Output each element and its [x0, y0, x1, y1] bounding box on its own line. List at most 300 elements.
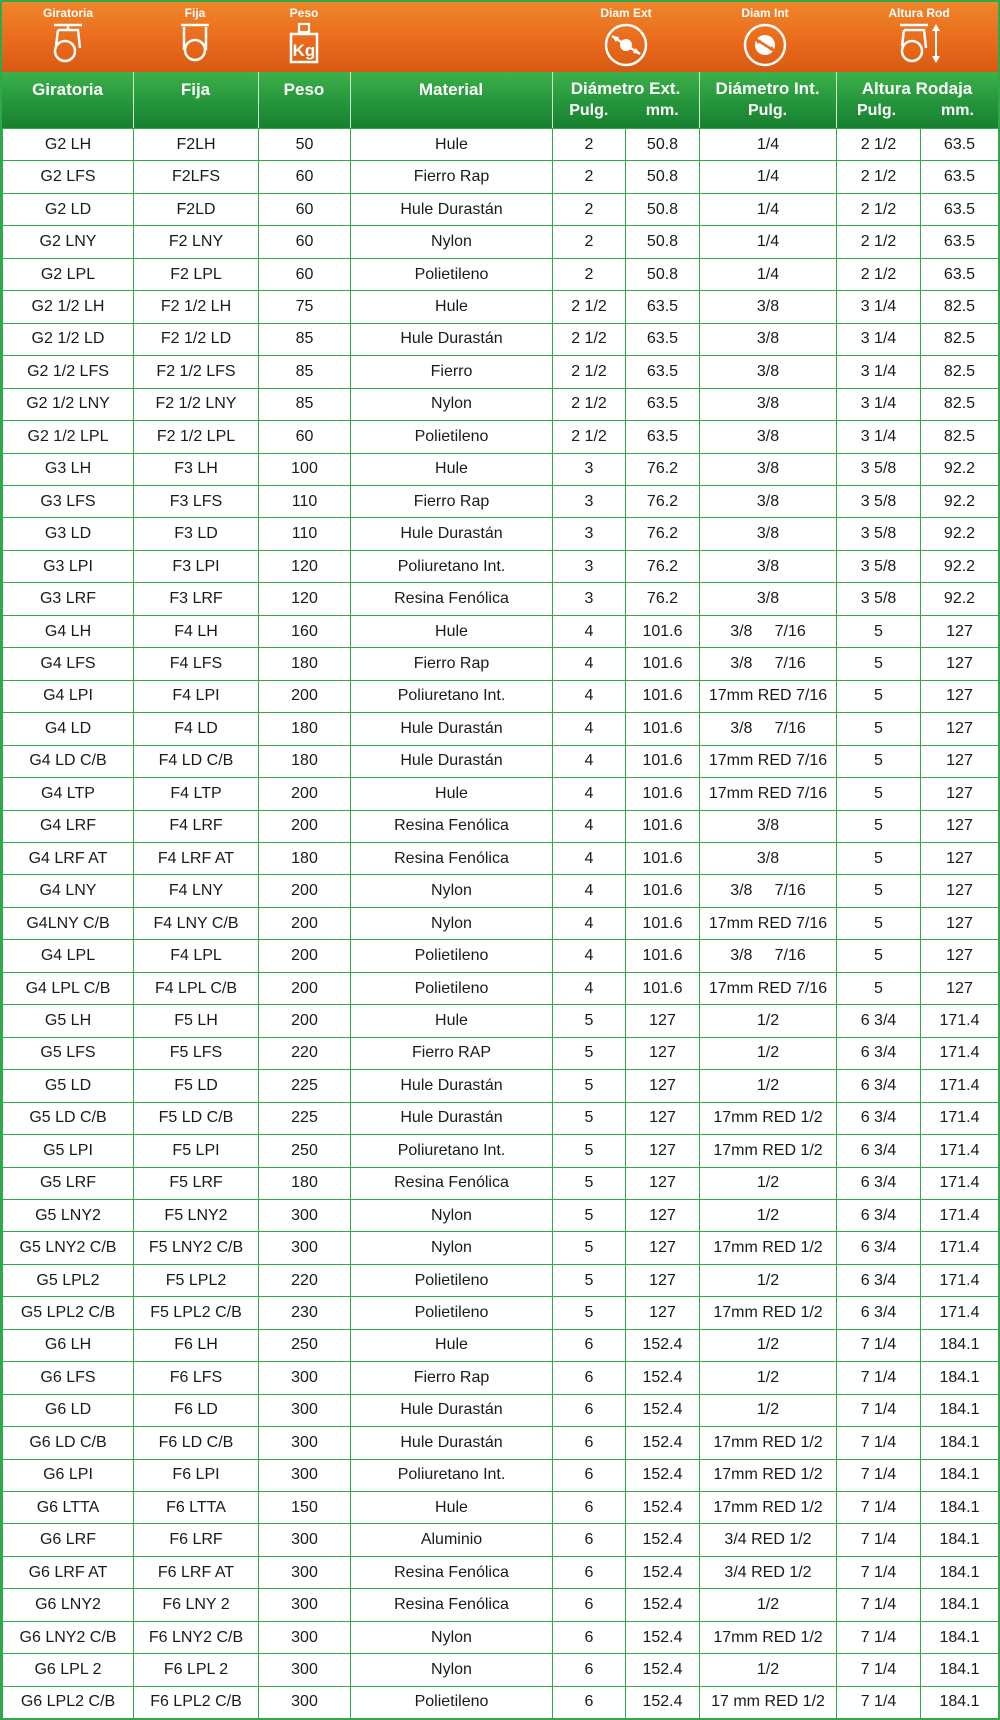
cell-fija: F5 LPI — [134, 1135, 259, 1167]
cell-material: Hule — [351, 615, 553, 647]
fija-icon-label: Fija — [184, 6, 206, 20]
cell-diam-ext-mm: 101.6 — [626, 842, 700, 874]
table-row — [3, 745, 999, 777]
cell-diam-ext-pulg: 2 — [553, 129, 626, 161]
cell-altura-mm: 184.1 — [921, 1427, 999, 1459]
cell-material: Polietileno — [351, 1686, 553, 1718]
cell-diam-int-pulg: 3/8 7/16 — [700, 648, 837, 680]
cell-fija: F3 LRF — [134, 583, 259, 615]
cell-peso: 200 — [259, 907, 351, 939]
cell-altura-pulg: 7 1/4 — [837, 1654, 921, 1686]
cell-fija: F6 LD C/B — [134, 1427, 259, 1459]
table-row — [3, 907, 999, 939]
cell-fija: F2 1/2 LNY — [134, 388, 259, 420]
cell-peso: 85 — [259, 323, 351, 355]
cell-material: Hule Durastán — [351, 1102, 553, 1134]
table-row — [3, 129, 999, 161]
cell-material: Poliuretano Int. — [351, 1135, 553, 1167]
cell-altura-pulg: 5 — [837, 680, 921, 712]
header-divider — [350, 72, 351, 128]
table-row — [3, 1329, 999, 1361]
table-row — [3, 226, 999, 258]
table-row — [3, 518, 999, 550]
cell-diam-int-pulg: 3/8 7/16 — [700, 940, 837, 972]
cell-altura-mm: 184.1 — [921, 1492, 999, 1524]
cell-giratoria: G5 LPI — [3, 1135, 134, 1167]
cell-diam-int-pulg: 3/8 — [700, 550, 837, 582]
table-row — [3, 161, 999, 193]
cell-fija: F3 LPI — [134, 550, 259, 582]
cell-diam-ext-mm: 50.8 — [626, 258, 700, 290]
cell-fija: F6 LPL 2 — [134, 1654, 259, 1686]
cell-diam-ext-mm: 127 — [626, 1037, 700, 1069]
cell-fija: F3 LH — [134, 453, 259, 485]
cell-peso: 180 — [259, 842, 351, 874]
cell-diam-ext-pulg: 2 — [553, 226, 626, 258]
cell-altura-pulg: 3 5/8 — [837, 550, 921, 582]
cell-peso: 220 — [259, 1037, 351, 1069]
cell-fija: F4 LPI — [134, 680, 259, 712]
cell-fija: F5 LPL2 C/B — [134, 1297, 259, 1329]
cell-diam-ext-mm: 127 — [626, 1070, 700, 1102]
cell-peso: 250 — [259, 1135, 351, 1167]
cell-altura-mm: 171.4 — [921, 1070, 999, 1102]
cell-diam-int-pulg: 3/8 — [700, 421, 837, 453]
cell-altura-mm: 63.5 — [921, 193, 999, 225]
cell-peso: 180 — [259, 745, 351, 777]
cell-giratoria: G4 LD — [3, 713, 134, 745]
cell-peso: 60 — [259, 226, 351, 258]
cell-material: Fierro Rap — [351, 485, 553, 517]
cell-peso: 300 — [259, 1232, 351, 1264]
cell-diam-ext-pulg: 2 1/2 — [553, 421, 626, 453]
table-row — [3, 1297, 999, 1329]
table-row — [3, 940, 999, 972]
cell-diam-ext-mm: 101.6 — [626, 875, 700, 907]
cell-peso: 225 — [259, 1102, 351, 1134]
cell-diam-int-pulg: 17mm RED 1/2 — [700, 1232, 837, 1264]
cell-diam-ext-pulg: 2 1/2 — [553, 323, 626, 355]
cell-altura-mm: 184.1 — [921, 1394, 999, 1426]
cell-diam-ext-mm: 152.4 — [626, 1621, 700, 1653]
table-row — [3, 1427, 999, 1459]
cell-fija: F6 LNY2 C/B — [134, 1621, 259, 1653]
cell-giratoria: G4 LD C/B — [3, 745, 134, 777]
cell-diam-int-pulg: 17mm RED 7/16 — [700, 972, 837, 1004]
cell-peso: 300 — [259, 1394, 351, 1426]
cell-diam-ext-pulg: 6 — [553, 1654, 626, 1686]
cell-peso: 110 — [259, 518, 351, 550]
cell-giratoria: G3 LD — [3, 518, 134, 550]
cell-giratoria: G2 1/2 LPL — [3, 421, 134, 453]
peso-icon-group — [254, 2, 354, 72]
cell-fija: F2LFS — [134, 161, 259, 193]
cell-altura-pulg: 6 3/4 — [837, 1005, 921, 1037]
table-row — [3, 1394, 999, 1426]
cell-material: Nylon — [351, 1232, 553, 1264]
cell-fija: F4 LFS — [134, 648, 259, 680]
cell-diam-int-pulg: 3/4 RED 1/2 — [700, 1524, 837, 1556]
cell-diam-ext-pulg: 3 — [553, 550, 626, 582]
cell-altura-mm: 184.1 — [921, 1459, 999, 1491]
cell-fija: F3 LFS — [134, 485, 259, 517]
table-row — [3, 1556, 999, 1588]
cell-giratoria: G4LNY C/B — [3, 907, 134, 939]
cell-material: Hule Durastán — [351, 193, 553, 225]
cell-altura-pulg: 5 — [837, 615, 921, 647]
cell-altura-mm: 171.4 — [921, 1297, 999, 1329]
header-divider — [552, 72, 553, 128]
cell-giratoria: G2 LFS — [3, 161, 134, 193]
cell-peso: 75 — [259, 291, 351, 323]
cell-giratoria: G5 LPL2 — [3, 1264, 134, 1296]
fixed-caster-icon — [175, 22, 215, 64]
cell-material: Hule Durastán — [351, 1394, 553, 1426]
cell-fija: F5 LD — [134, 1070, 259, 1102]
diam-ext-icon-label: Diam Ext — [600, 6, 652, 20]
cell-fija: F2 1/2 LD — [134, 323, 259, 355]
cell-material: Poliuretano Int. — [351, 550, 553, 582]
header-divider — [836, 72, 837, 128]
cell-diam-ext-pulg: 5 — [553, 1264, 626, 1296]
cell-diam-int-pulg: 1/2 — [700, 1362, 837, 1394]
cell-diam-int-pulg: 1/4 — [700, 226, 837, 258]
table-row — [3, 1232, 999, 1264]
cell-material: Nylon — [351, 388, 553, 420]
cell-diam-ext-mm: 50.8 — [626, 193, 700, 225]
cell-giratoria: G6 LPL 2 — [3, 1654, 134, 1686]
cell-diam-int-pulg: 1/2 — [700, 1264, 837, 1296]
table-row — [3, 680, 999, 712]
cell-giratoria: G6 LPL2 C/B — [3, 1686, 134, 1718]
cell-peso: 85 — [259, 356, 351, 388]
cell-altura-pulg: 2 1/2 — [837, 258, 921, 290]
cell-fija: F5 LD C/B — [134, 1102, 259, 1134]
cell-fija: F4 LTP — [134, 778, 259, 810]
cell-peso: 60 — [259, 258, 351, 290]
cell-fija: F6 LPI — [134, 1459, 259, 1491]
cell-diam-int-pulg: 3/8 — [700, 291, 837, 323]
cell-giratoria: G6 LD C/B — [3, 1427, 134, 1459]
cell-diam-int-pulg: 3/8 — [700, 356, 837, 388]
cell-material: Hule — [351, 778, 553, 810]
cell-peso: 200 — [259, 940, 351, 972]
cell-altura-pulg: 6 3/4 — [837, 1135, 921, 1167]
cell-fija: F4 LRF — [134, 810, 259, 842]
cell-material: Nylon — [351, 226, 553, 258]
cell-diam-int-pulg: 1/2 — [700, 1394, 837, 1426]
cell-diam-ext-mm: 152.4 — [626, 1394, 700, 1426]
table-row — [3, 1459, 999, 1491]
cell-material: Hule Durastán — [351, 1427, 553, 1459]
table-row — [3, 1005, 999, 1037]
table-row — [3, 1264, 999, 1296]
cell-diam-ext-pulg: 6 — [553, 1686, 626, 1718]
cell-diam-ext-pulg: 2 1/2 — [553, 388, 626, 420]
cell-diam-int-pulg: 3/8 — [700, 518, 837, 550]
cell-diam-ext-pulg: 4 — [553, 875, 626, 907]
cell-material: Polietileno — [351, 1297, 553, 1329]
cell-peso: 300 — [259, 1199, 351, 1231]
cell-altura-mm: 127 — [921, 680, 999, 712]
cell-material: Poliuretano Int. — [351, 680, 553, 712]
table-row — [3, 1492, 999, 1524]
cell-altura-pulg: 5 — [837, 907, 921, 939]
cell-material: Polietileno — [351, 1264, 553, 1296]
cell-giratoria: G6 LRF AT — [3, 1556, 134, 1588]
cell-altura-pulg: 6 3/4 — [837, 1070, 921, 1102]
table-row — [3, 1362, 999, 1394]
table-row — [3, 550, 999, 582]
cell-material: Resina Fenólica — [351, 842, 553, 874]
cell-altura-mm: 92.2 — [921, 485, 999, 517]
cell-diam-int-pulg: 1/2 — [700, 1070, 837, 1102]
cell-diam-int-pulg: 17mm RED 1/2 — [700, 1492, 837, 1524]
cell-material: Hule Durastán — [351, 518, 553, 550]
cell-diam-ext-mm: 101.6 — [626, 745, 700, 777]
cell-peso: 180 — [259, 1167, 351, 1199]
outer-diameter-icon — [603, 22, 649, 68]
table-row — [3, 875, 999, 907]
cell-peso: 200 — [259, 810, 351, 842]
cell-altura-pulg: 7 1/4 — [837, 1394, 921, 1426]
cell-altura-pulg: 5 — [837, 842, 921, 874]
table-row — [3, 1135, 999, 1167]
diam-ext-icon-group — [576, 2, 676, 72]
cell-peso: 300 — [259, 1589, 351, 1621]
table-row — [3, 193, 999, 225]
cell-fija: F6 LNY 2 — [134, 1589, 259, 1621]
cell-peso: 85 — [259, 388, 351, 420]
cell-diam-ext-pulg: 5 — [553, 1135, 626, 1167]
cell-altura-pulg: 3 1/4 — [837, 421, 921, 453]
cell-diam-ext-mm: 50.8 — [626, 129, 700, 161]
header-altura-mm: mm. — [941, 102, 974, 119]
cell-giratoria: G4 LH — [3, 615, 134, 647]
cell-altura-mm: 171.4 — [921, 1199, 999, 1231]
cell-diam-ext-pulg: 5 — [553, 1199, 626, 1231]
cell-material: Resina Fenólica — [351, 583, 553, 615]
cell-diam-ext-pulg: 2 — [553, 161, 626, 193]
cell-altura-mm: 184.1 — [921, 1329, 999, 1361]
cell-diam-ext-mm: 50.8 — [626, 161, 700, 193]
cell-giratoria: G6 LNY2 — [3, 1589, 134, 1621]
cell-peso: 300 — [259, 1459, 351, 1491]
cell-altura-mm: 127 — [921, 778, 999, 810]
cell-giratoria: G2 1/2 LNY — [3, 388, 134, 420]
cell-diam-ext-pulg: 5 — [553, 1102, 626, 1134]
cell-diam-int-pulg: 3/8 — [700, 323, 837, 355]
cell-diam-int-pulg: 1/2 — [700, 1167, 837, 1199]
cell-fija: F4 LD C/B — [134, 745, 259, 777]
cell-altura-mm: 184.1 — [921, 1686, 999, 1718]
cell-altura-mm: 127 — [921, 842, 999, 874]
cell-peso: 200 — [259, 680, 351, 712]
cell-diam-int-pulg: 17 mm RED 1/2 — [700, 1686, 837, 1718]
table-row — [3, 356, 999, 388]
cell-diam-ext-mm: 152.4 — [626, 1686, 700, 1718]
cell-diam-ext-mm: 101.6 — [626, 648, 700, 680]
cell-giratoria: G2 LH — [3, 129, 134, 161]
cell-peso: 200 — [259, 1005, 351, 1037]
cell-diam-ext-pulg: 5 — [553, 1070, 626, 1102]
cell-diam-int-pulg: 17mm RED 1/2 — [700, 1135, 837, 1167]
cell-peso: 200 — [259, 972, 351, 1004]
cell-giratoria: G4 LRF — [3, 810, 134, 842]
cell-altura-mm: 184.1 — [921, 1524, 999, 1556]
header-diam-ext-mm: mm. — [645, 102, 679, 119]
cell-diam-ext-mm: 101.6 — [626, 972, 700, 1004]
cell-peso: 100 — [259, 453, 351, 485]
cell-altura-mm: 184.1 — [921, 1621, 999, 1653]
cell-diam-ext-pulg: 6 — [553, 1459, 626, 1491]
cell-diam-ext-mm: 76.2 — [626, 453, 700, 485]
cell-altura-pulg: 3 1/4 — [837, 388, 921, 420]
table-header — [2, 72, 998, 128]
table-row — [3, 485, 999, 517]
cell-fija: F4 LPL C/B — [134, 972, 259, 1004]
cell-diam-ext-mm: 63.5 — [626, 356, 700, 388]
header-altura: Altura Rodaja — [861, 79, 973, 98]
cell-giratoria: G6 LH — [3, 1329, 134, 1361]
header-divider — [133, 72, 134, 128]
cell-altura-mm: 82.5 — [921, 323, 999, 355]
cell-diam-ext-mm: 63.5 — [626, 323, 700, 355]
cell-material: Hule Durastán — [351, 745, 553, 777]
cell-giratoria: G6 LRF — [3, 1524, 134, 1556]
table-row — [3, 1686, 999, 1718]
cell-giratoria: G4 LPL — [3, 940, 134, 972]
cell-diam-int-pulg: 17mm RED 1/2 — [700, 1102, 837, 1134]
cell-diam-ext-mm: 101.6 — [626, 810, 700, 842]
cell-fija: F6 LRF AT — [134, 1556, 259, 1588]
cell-giratoria: G4 LRF AT — [3, 842, 134, 874]
cell-diam-ext-pulg: 4 — [553, 713, 626, 745]
cell-material: Poliuretano Int. — [351, 1459, 553, 1491]
cell-altura-pulg: 7 1/4 — [837, 1427, 921, 1459]
cell-altura-pulg: 3 5/8 — [837, 583, 921, 615]
header-altura-group — [836, 72, 998, 128]
cell-diam-int-pulg: 3/8 — [700, 453, 837, 485]
table-body — [3, 129, 999, 1719]
cell-material: Nylon — [351, 1621, 553, 1653]
cell-peso: 200 — [259, 778, 351, 810]
cell-diam-ext-mm: 101.6 — [626, 778, 700, 810]
cell-diam-ext-pulg: 4 — [553, 680, 626, 712]
cell-peso: 225 — [259, 1070, 351, 1102]
cell-diam-ext-pulg: 6 — [553, 1524, 626, 1556]
cell-diam-int-pulg: 3/8 — [700, 485, 837, 517]
cell-diam-ext-mm: 76.2 — [626, 550, 700, 582]
cell-material: Resina Fenólica — [351, 810, 553, 842]
cell-fija: F6 LFS — [134, 1362, 259, 1394]
inner-diameter-icon — [742, 22, 788, 68]
cell-giratoria: G6 LPI — [3, 1459, 134, 1491]
cell-giratoria: G4 LFS — [3, 648, 134, 680]
cell-diam-ext-pulg: 5 — [553, 1037, 626, 1069]
cell-altura-mm: 82.5 — [921, 291, 999, 323]
cell-diam-int-pulg: 3/8 — [700, 583, 837, 615]
cell-giratoria: G5 LPL2 C/B — [3, 1297, 134, 1329]
cell-diam-ext-mm: 127 — [626, 1232, 700, 1264]
cell-diam-ext-pulg: 4 — [553, 615, 626, 647]
header-diam-ext-group — [552, 72, 699, 128]
cell-fija: F5 LNY2 — [134, 1199, 259, 1231]
cell-fija: F2LH — [134, 129, 259, 161]
cell-diam-ext-pulg: 6 — [553, 1589, 626, 1621]
cell-fija: F6 LH — [134, 1329, 259, 1361]
giratoria-icon-label: Giratoria — [42, 6, 93, 20]
cell-material: Hule Durastán — [351, 323, 553, 355]
cell-diam-ext-pulg: 4 — [553, 745, 626, 777]
cell-material: Hule — [351, 291, 553, 323]
cell-altura-pulg: 5 — [837, 648, 921, 680]
cell-altura-pulg: 2 1/2 — [837, 129, 921, 161]
cell-diam-int-pulg: 3/8 — [700, 810, 837, 842]
cell-diam-ext-mm: 63.5 — [626, 421, 700, 453]
cell-altura-pulg: 7 1/4 — [837, 1362, 921, 1394]
cell-diam-ext-pulg: 2 1/2 — [553, 291, 626, 323]
cell-altura-mm: 82.5 — [921, 356, 999, 388]
diam-int-icon-group — [715, 2, 815, 72]
cell-altura-mm: 171.4 — [921, 1167, 999, 1199]
cell-diam-ext-pulg: 6 — [553, 1329, 626, 1361]
cell-altura-pulg: 7 1/4 — [837, 1329, 921, 1361]
cell-giratoria: G5 LH — [3, 1005, 134, 1037]
table-row — [3, 323, 999, 355]
cell-altura-pulg: 5 — [837, 745, 921, 777]
cell-diam-int-pulg: 3/4 RED 1/2 — [700, 1556, 837, 1588]
cell-altura-pulg: 2 1/2 — [837, 161, 921, 193]
cell-altura-mm: 92.2 — [921, 550, 999, 582]
cell-fija: F5 LNY2 C/B — [134, 1232, 259, 1264]
cell-giratoria: G4 LPI — [3, 680, 134, 712]
cell-altura-pulg: 6 3/4 — [837, 1167, 921, 1199]
cell-peso: 250 — [259, 1329, 351, 1361]
altura-icon-group — [869, 2, 969, 72]
cell-peso: 300 — [259, 1362, 351, 1394]
cell-fija: F2 1/2 LFS — [134, 356, 259, 388]
cell-diam-ext-mm: 127 — [626, 1199, 700, 1231]
cell-diam-ext-pulg: 4 — [553, 972, 626, 1004]
table-row — [3, 388, 999, 420]
cell-diam-ext-pulg: 5 — [553, 1167, 626, 1199]
giratoria-icon-group — [18, 2, 118, 72]
cell-diam-ext-pulg: 3 — [553, 485, 626, 517]
header-diam-ext: Diámetro Ext. — [570, 79, 681, 98]
cell-diam-ext-mm: 101.6 — [626, 615, 700, 647]
header-diam-ext-pulg: Pulg. — [569, 102, 609, 119]
cell-diam-ext-mm: 76.2 — [626, 583, 700, 615]
cell-altura-pulg: 3 5/8 — [837, 518, 921, 550]
cell-diam-ext-pulg: 3 — [553, 583, 626, 615]
table-row — [3, 1199, 999, 1231]
cell-giratoria: G2 LPL — [3, 258, 134, 290]
table-row — [3, 810, 999, 842]
cell-diam-ext-pulg: 2 1/2 — [553, 356, 626, 388]
cell-altura-pulg: 3 5/8 — [837, 453, 921, 485]
cell-altura-mm: 171.4 — [921, 1102, 999, 1134]
cell-altura-mm: 171.4 — [921, 1135, 999, 1167]
peso-icon-label: Peso — [289, 6, 319, 20]
fija-icon-group — [145, 2, 245, 72]
header-diam-int: Diámetro Int. — [715, 79, 820, 98]
cell-altura-mm: 127 — [921, 907, 999, 939]
cell-diam-ext-pulg: 4 — [553, 907, 626, 939]
cell-diam-int-pulg: 1/4 — [700, 193, 837, 225]
cell-altura-mm: 63.5 — [921, 258, 999, 290]
swivel-caster-icon — [48, 22, 88, 64]
